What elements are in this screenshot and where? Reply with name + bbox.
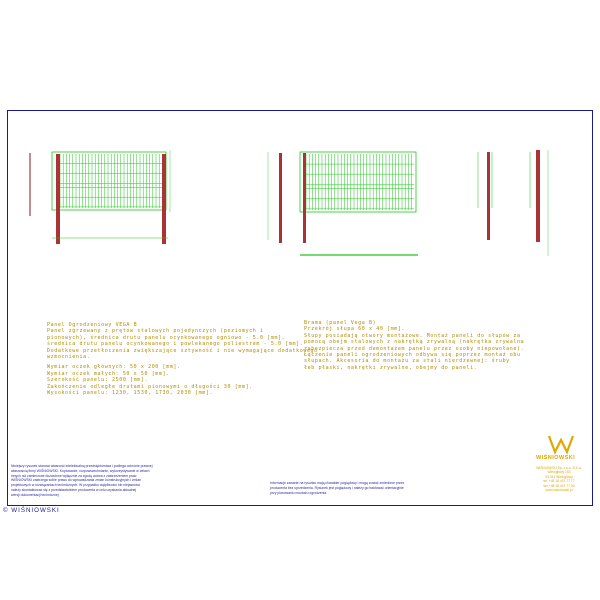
left-spec-title: Panel Ogrodzeniowy VEGA B [47,322,138,328]
disclaimer-line: producenta bez uprzedzenia. Rysunek jest poglądowy i należy go traktować orientacyjnie [270,485,404,490]
legal-note-line: Niniejszy rysunek stanowi własność intelektualną przedsiębiorstwa i podlega ochronie prawnej [11,464,153,468]
left-spec-line: średnica drutu panelu ocynkowanego i powlekanego poliestrem - 5.0 [mm]. [47,341,304,348]
disclaimer-line: przy planowaniu montażu ogrodzenia. [270,490,328,495]
section-post-b [536,150,540,242]
brand-address-line: WIŚNIOWSKI Sp. z o.o. S.K.A. [536,466,582,470]
legal-note-line: projektowych w rozwiązaniach technicznych. W przypadku wątpliwości lub niejasności [11,483,141,488]
right-spec-line: łeb płaski, nakrętki zrywalne, obejmy do paneli. [304,364,478,371]
middle-fence-elevation [268,152,418,255]
left-spec-dim: Wysokości panelu: 1230, 1530, 1730, 2030 [mm]. [47,390,214,397]
left-spec-dim: Zakończenie odległe drutami pionowymi o długości 30 [mm]. [47,383,253,390]
left-spec-line: pionowych), średnica drutu panelu ocynkowanego ogniowo - 5.0 [mm], [47,334,286,341]
post-left [279,153,282,243]
left-spec-line: wzmocnienia. [47,354,91,361]
left-spec-dim: Szerokość panelu: 2500 [mm]. [47,377,149,384]
right-spec-line: pomocą obejm stalowych z nakrętką zrywalną (nakrętka zrywalna [304,339,525,346]
right-spec-title: Brama (panel Vega B) [304,320,377,326]
right-spec-line: Przekrój słupa 60 x 40 [mm]. [304,326,406,333]
right-spec-line: zabezpiecza przed demontażem panelu przez osoby niepowołane). [304,345,525,352]
post-left [56,154,60,244]
post-inner [303,153,306,243]
right-spec-line: słupach. Akcesoria do montażu za stali nierdzewnej: śruby [304,358,510,365]
left-spec-dim: Wymiar oczek małych: 50 x 50 [mm]. [47,370,170,377]
brand-name: WIŚNIOWSKI [536,455,576,461]
left-spec-dim: Wymiar oczek głównych: 50 x 200 [mm]. [47,364,181,371]
brand-address-line: www.wisniowski.pl [545,488,573,493]
brand-address-line: fax +48 18 447 77 00 [543,483,575,488]
right-spec-line: Łączenie paneli ogrodzeniowych odbywa się poprzez montaż obu [304,352,521,359]
legal-note-line: innych niż zamierzone dozwolone wyłącznie za zgodą autora z zastrzeżeniem praw. [11,473,138,478]
legal-note-line: własnością firmy WIŚNIOWSKI. Kopiowanie, rozpowszechnianie, wykorzystywanie w celach [11,468,150,473]
panel-outline [52,152,166,210]
post-right [162,154,166,244]
left-spec-line: Dodatkowe przetłoczenia zwiększające sztywność i nie wymagające dodatkowego [47,347,318,354]
side-sections [478,150,548,256]
wisniowski-logo-icon [549,436,573,452]
brand-address-line: 33-311 Wielogłowy [545,474,573,479]
right-spec-line: Słupy posiadają otwory montażowe. Montaż paneli do słupów za [304,332,521,339]
legal-note-line: wersji dokumentacji technicznej. [11,492,60,497]
brand-address-line: tel. +48 18 447 77 77 [543,479,575,484]
copyright: © WIŚNIOWSKI [3,507,60,514]
section-post-a [487,152,490,240]
left-fence-elevation [30,150,170,244]
left-spec-line: Panel zgrzewany z prętów stalowych pojedynczych (poziomych i [47,328,264,335]
legal-note-line: należy skontaktować się z przedstawicielem producenta w celu uzyskania aktualnej [11,487,137,492]
legal-note-line: WIŚNIOWSKI zastrzega sobie prawo do wprowadzania zmian konstrukcyjnych i zmian [11,478,142,483]
brand-address-line: Wielogłowy 153 [547,470,571,475]
disclaimer-line: Informacje zawarte na rysunku mają charakter poglądowy i mogą zostać zmienione przez [270,481,405,485]
